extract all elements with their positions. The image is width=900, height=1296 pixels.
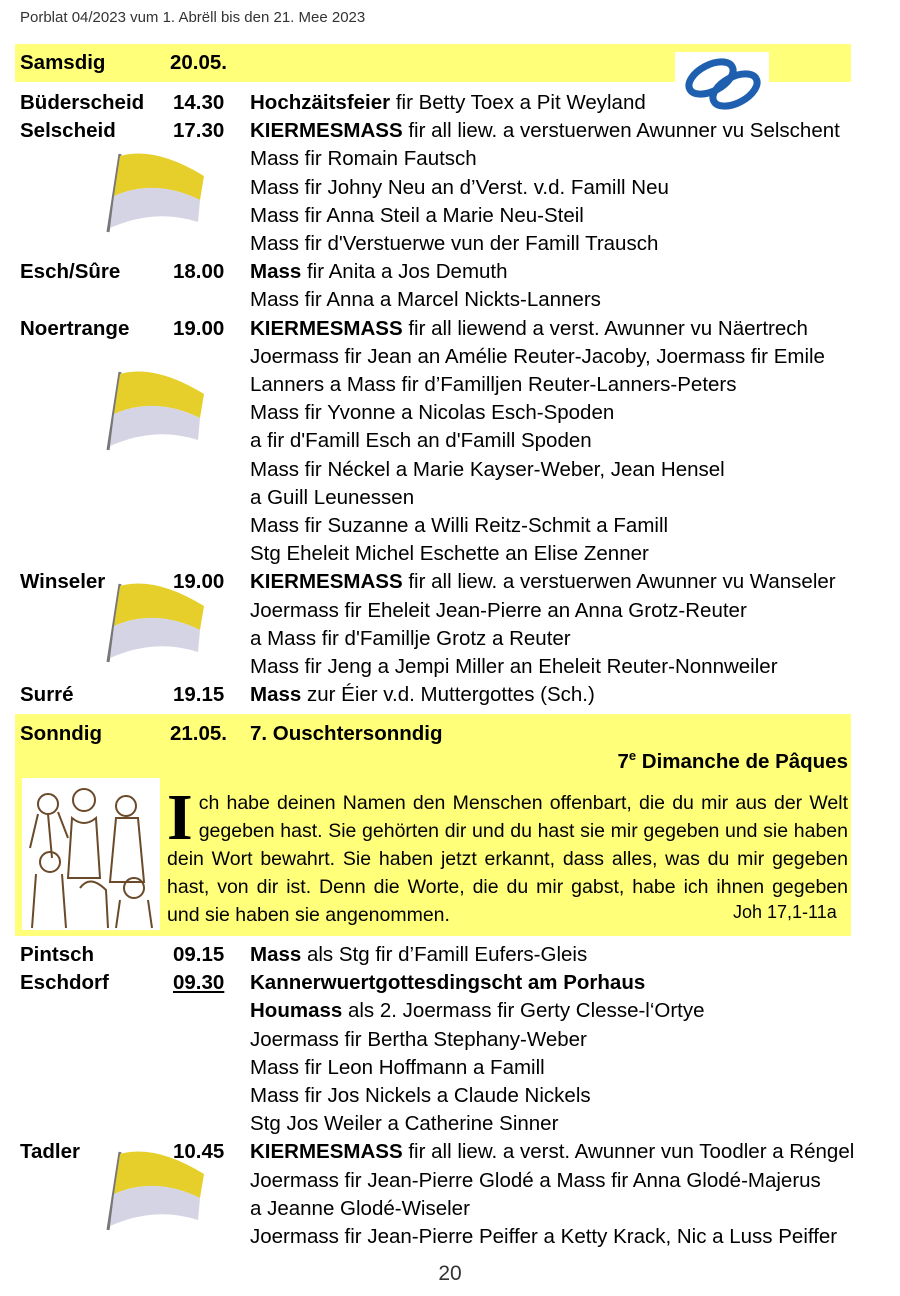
gospel-illustration bbox=[22, 778, 160, 930]
mass-detail: fir all liew. a verstuerwen Awunner vu Selschent bbox=[402, 119, 840, 143]
mass-detail: fir all liewend a verst. Awunner vu Näertrech bbox=[402, 316, 808, 340]
mass-time: 19.15 bbox=[173, 683, 225, 707]
mass-intention: Mass fir Jos Nickels a Claude Nickels bbox=[250, 1084, 591, 1107]
mass-type: Mass bbox=[250, 260, 302, 284]
sunday-title: 7. Ouschtersonndig bbox=[250, 722, 443, 745]
mass-detail: fir Betty Toex a Pit Weyland bbox=[390, 91, 646, 114]
vatican-flag-icon bbox=[100, 580, 210, 666]
mass-detail: als 2. Joermass fir Gerty Clesse-l‘Ortye bbox=[342, 999, 705, 1023]
vatican-flag-icon bbox=[100, 368, 210, 454]
mass-intention: Mass fir Suzanne a Willi Reitz-Schmit a Famill bbox=[250, 514, 669, 537]
mass-detail: zur Éier v.d. Muttergottes (Sch.) bbox=[301, 683, 595, 707]
mass-time: 14.30 bbox=[173, 91, 225, 114]
mass-type: Mass bbox=[250, 943, 302, 966]
gospel-reference: Joh 17,1-11a bbox=[733, 902, 837, 922]
mass-intention: Joermass fir Jean-Pierre Peiffer a Ketty Krack, Nic a Luss Peiffer bbox=[250, 1225, 838, 1248]
mass-intention: Joermass fir Eheleit Jean-Pierre an Anna Grotz-Reuter bbox=[250, 598, 747, 622]
place-name: Selscheid bbox=[20, 119, 116, 143]
mass-type: Houmass bbox=[250, 999, 343, 1023]
place-name: Eschdorf bbox=[20, 971, 109, 995]
mass-type: Mass bbox=[250, 683, 302, 707]
mass-intention: Lanners a Mass fir d’Familljen Reuter-Lanners-Peters bbox=[250, 373, 737, 396]
mass-intention: a fir d'Famill Esch an d'Famill Spoden bbox=[250, 429, 592, 453]
mass-intention: Stg Eheleit Michel Eschette an Elise Zenner bbox=[250, 542, 649, 566]
mass-intention: Mass fir Leon Hoffmann a Famill bbox=[250, 1055, 545, 1079]
mass-type: Kannerwuertgottesdingscht am Porhaus bbox=[250, 971, 646, 995]
mass-intention: Joermass fir Jean an Amélie Reuter-Jacoby, Joermass fir Emile bbox=[250, 344, 825, 368]
mass-intention: Joermass fir Bertha Stephany-Weber bbox=[250, 1027, 587, 1051]
sunday-subtitle: 7e Dimanche de Pâques bbox=[617, 748, 848, 773]
place-name: Esch/Sûre bbox=[20, 260, 121, 284]
mass-intention: Mass fir Romain Fautsch bbox=[250, 147, 477, 171]
mass-intention bbox=[250, 117, 840, 145]
mass-intention bbox=[250, 997, 705, 1025]
mass-intention: Joermass fir Jean-Pierre Glodé a Mass fir Anna Glodé-Majerus bbox=[250, 1168, 821, 1192]
mass-time: 09.30 bbox=[173, 971, 225, 995]
mass-intention: Stg Jos Weiler a Catherine Sinner bbox=[250, 1112, 559, 1136]
place-name: Pintsch bbox=[20, 943, 95, 966]
mass-intention: Mass fir Néckel a Marie Kayser-Weber, Jean Hensel bbox=[250, 457, 725, 481]
mass-type: KIERMESMASS bbox=[250, 1140, 403, 1164]
chain-links-icon bbox=[675, 52, 769, 116]
place-name: Winseler bbox=[20, 570, 106, 594]
mass-intention bbox=[250, 315, 808, 343]
mass-intention: Mass fir Anna Steil a Marie Neu-Steil bbox=[250, 203, 584, 227]
mass-intention: a Guill Leunessen bbox=[250, 485, 415, 509]
mass-time: 10.45 bbox=[173, 1140, 225, 1164]
sunday-day: Sonndig bbox=[20, 722, 102, 745]
mass-intention: Mass fir Jeng a Jempi Miller an Eheleit Reuter-Nonnweiler bbox=[250, 655, 778, 678]
mass-intention: Mass fir Anna a Marcel Nickts-Lanners bbox=[250, 288, 601, 312]
mass-intention bbox=[250, 941, 587, 969]
mass-type: Hochzäitsfeier bbox=[250, 91, 391, 114]
place-name: Surré bbox=[20, 683, 74, 707]
place-name: Büderscheid bbox=[20, 91, 145, 114]
saturday-day: Samsdig bbox=[20, 51, 106, 74]
mass-time: 09.15 bbox=[173, 943, 225, 966]
page-number: 20 bbox=[438, 1262, 462, 1285]
mass-time: 19.00 bbox=[173, 570, 225, 594]
vatican-flag-icon bbox=[100, 150, 210, 236]
mass-detail: fir all liew. a verstuerwen Awunner vu Wanseler bbox=[402, 570, 836, 594]
place-name: Tadler bbox=[20, 1140, 80, 1164]
mass-intention bbox=[250, 969, 645, 997]
mass-intention bbox=[250, 89, 646, 117]
mass-intention: a Mass fir d'Famillje Grotz a Reuter bbox=[250, 626, 571, 650]
mass-intention bbox=[250, 568, 836, 596]
mass-intention bbox=[250, 681, 595, 709]
gospel-text: Ich habe deinen Namen den Menschen offenbart, die du mir aus der Welt gegeben hast. Sie gehörten dir und du hast sie mir gegeben und sie haben dein Wort bewahrt. Sie haben jetzt erkannt, dass alles, was du mir gegeben hast, von dir ist. Denn die Worte, die du mir gabst, habe ich ihnen gegeben und sie haben sie angenommen. bbox=[167, 781, 848, 926]
mass-time: 17.30 bbox=[173, 119, 225, 143]
sunday-date: 21.05. bbox=[170, 722, 227, 745]
mass-detail: als Stg fir d’Famill Eufers-Gleis bbox=[301, 943, 588, 966]
mass-time: 19.00 bbox=[173, 316, 225, 340]
mass-intention: a Jeanne Glodé-Wiseler bbox=[250, 1196, 470, 1220]
page-header: Porblat 04/2023 vum 1. Abrëll bis den 21. Mee 2023 bbox=[20, 9, 366, 26]
mass-intention: Mass fir Yvonne a Nicolas Esch-Spoden bbox=[250, 401, 615, 425]
drop-cap: I bbox=[167, 781, 193, 854]
saturday-date: 20.05. bbox=[170, 51, 227, 74]
mass-intention: Mass fir d'Verstuerwe vun der Famill Trausch bbox=[250, 232, 659, 255]
mass-detail: fir all liew. a verst. Awunner vun Toodler a Réngel bbox=[402, 1140, 855, 1164]
mass-type: KIERMESMASS bbox=[250, 119, 403, 143]
mass-type: KIERMESMASS bbox=[250, 316, 403, 340]
place-name: Noertrange bbox=[20, 316, 130, 340]
mass-detail: fir Anita a Jos Demuth bbox=[301, 260, 508, 284]
mass-time: 18.00 bbox=[173, 260, 225, 284]
mass-intention: Mass fir Johny Neu an d’Verst. v.d. Famill Neu bbox=[250, 175, 669, 199]
mass-intention bbox=[250, 258, 508, 286]
mass-type: KIERMESMASS bbox=[250, 570, 403, 594]
mass-intention bbox=[250, 1138, 854, 1166]
